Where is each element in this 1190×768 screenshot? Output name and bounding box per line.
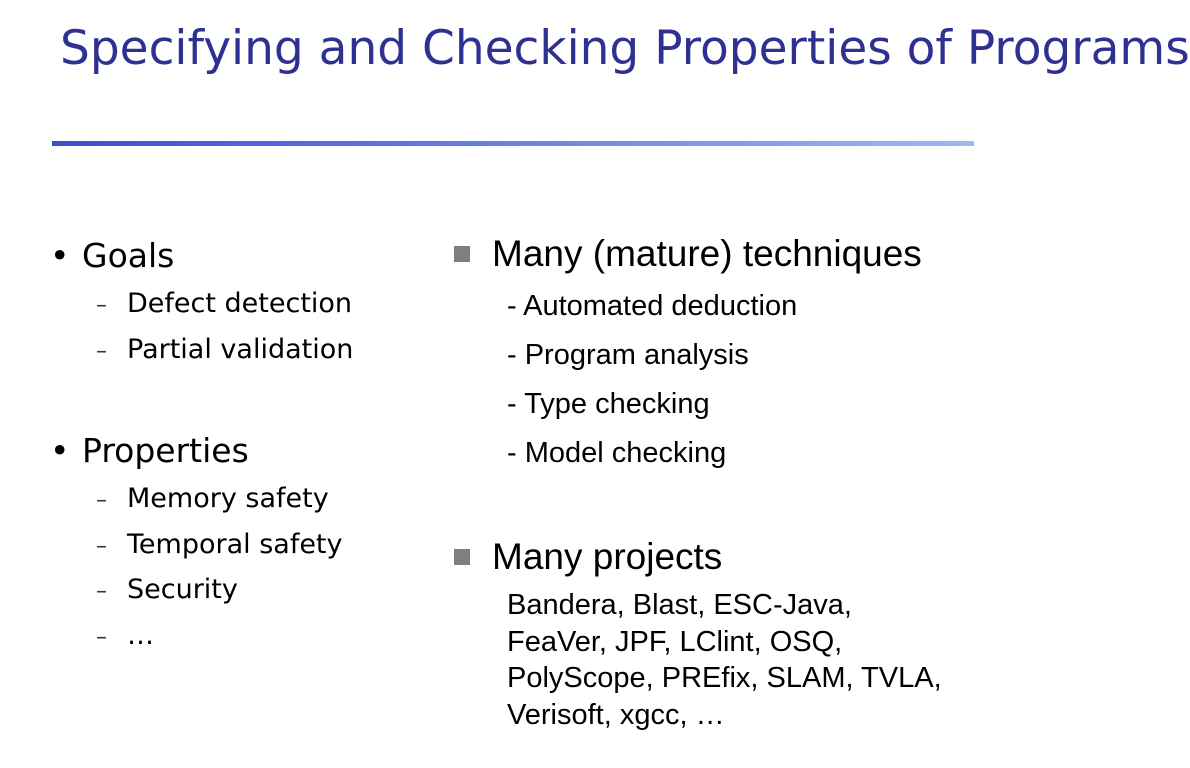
goals-label: Goals (82, 236, 175, 275)
technique-item: - Automated deduction (507, 290, 798, 322)
techniques-label: Many (mature) techniques (492, 233, 922, 274)
bullet-dot-icon: • (50, 431, 70, 470)
properties-label: Properties (82, 431, 249, 470)
bullet-techniques (454, 232, 922, 276)
dash-icon: – (96, 488, 107, 513)
bullet-dot-icon: • (50, 236, 70, 275)
bullet-goals (50, 236, 174, 276)
properties-item: – Temporal safety (96, 528, 343, 564)
dash-icon: – (96, 293, 107, 318)
bullet-projects (454, 535, 722, 579)
technique-item: - Type checking (507, 388, 710, 420)
projects-list: Bandera, Blast, ESC-Java, FeaVer, JPF, LClint, OSQ, PolyScope, PREfix, SLAM, TVLA, Verisoft, xgcc, … (507, 589, 942, 731)
goals-item: – Partial validation (96, 333, 353, 369)
dash-icon: – (96, 625, 107, 650)
technique-item: - Model checking (507, 437, 727, 469)
slide-title: Specifying and Checking Properties of Programs (60, 21, 1190, 76)
goals-item: – Defect detection (96, 287, 352, 323)
square-bullet-icon (454, 246, 470, 262)
properties-item: – Memory safety (96, 482, 329, 518)
bullet-properties (50, 431, 249, 471)
right-column (440, 0, 1024, 768)
left-column (0, 0, 430, 768)
properties-item: – Security (96, 573, 238, 609)
dash-icon: – (96, 534, 107, 559)
square-bullet-icon (454, 549, 470, 565)
dash-icon: – (96, 339, 107, 364)
projects-label: Many projects (492, 536, 723, 577)
dash-icon: – (96, 579, 107, 604)
technique-item: - Program analysis (507, 339, 749, 371)
properties-item: – … (96, 619, 154, 655)
